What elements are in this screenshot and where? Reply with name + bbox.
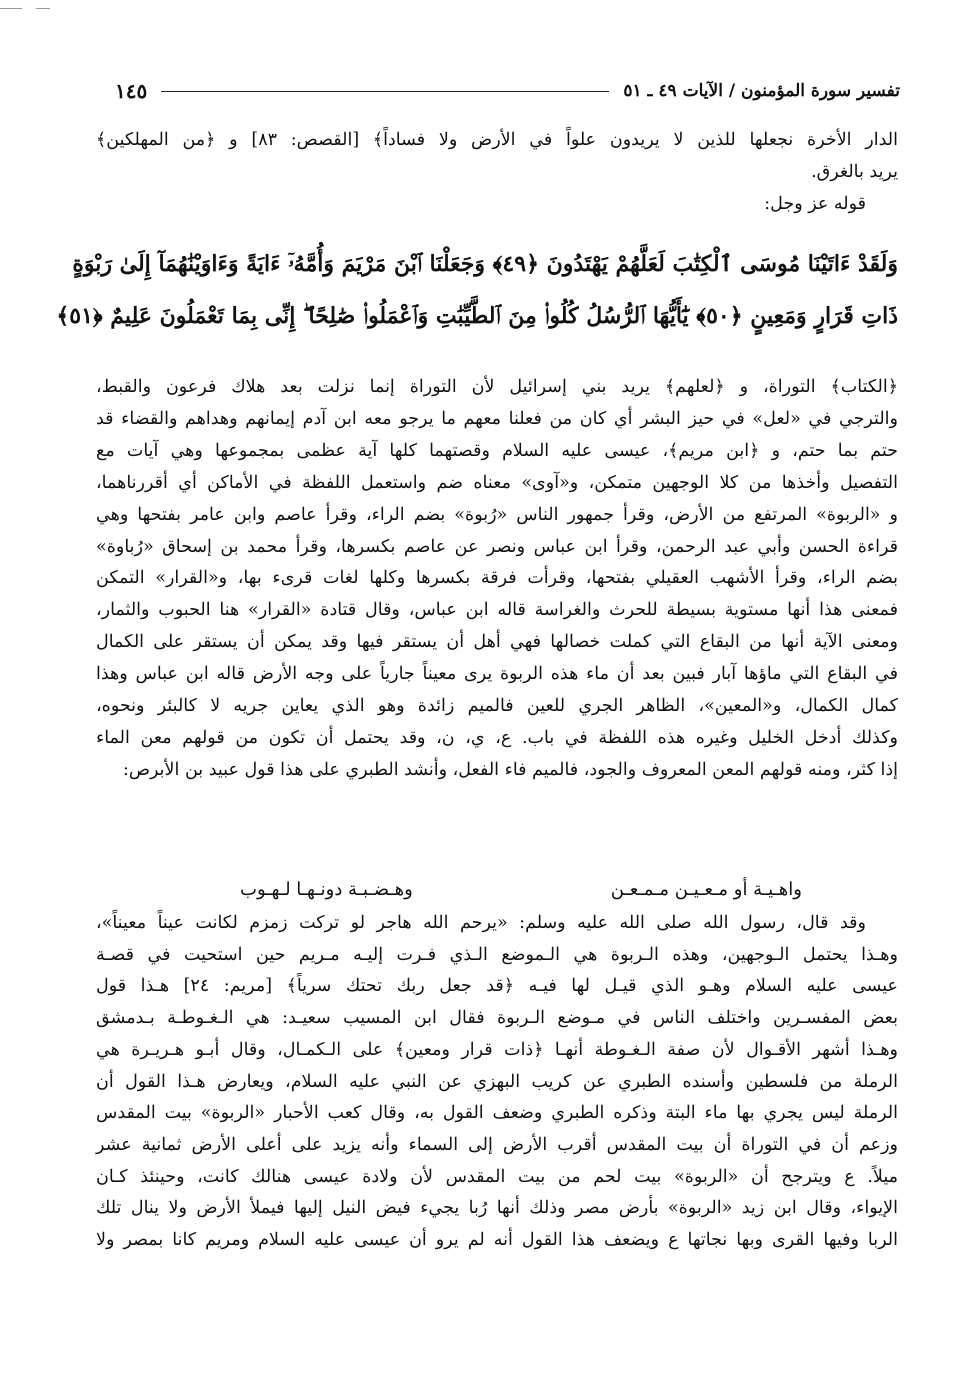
text-line: الإيواء، وقال ابن زيد «الربوة» بأرض مصر وذلك أنها رُبا يجيء فيض النيل إليها فيملأ الأرض ولا ينال تلك [96,1198,898,1219]
commentary [96,372,898,787]
verse-line: وَلَقَدْ ءَاتَيْنَا مُوسَى ٱلْكِتَٰبَ لَعَلَّهُمْ يَهْتَدُونَ ﴿٤٩﴾ وَجَعَلْنَا ٱبْنَ مَرْيَمَ وَأُمَّهُۥٓ ءَايَةً وَءَاوَيْنَٰهُمَآ إِلَىٰ رَبْوَةٍ [72,251,898,277]
quran-verse [56,238,898,342]
verse-intro: قوله عز وجل: [764,194,866,214]
text-line: وكذلك أدخل الخليل وغيره هذه اللفظة في باب. ع، ي، ن، وقد يحتمل أن تكون من قولهم معن الماء [96,727,898,748]
text-line: وزعم أن في التوراة أن بيت المقدس أقرب الأرض إلى السماء وأنه يزيد على أعلى الأرض ثمانية عشر [96,1134,898,1155]
page-header [115,78,900,104]
page-number: ١٤٥ [115,79,148,103]
text-line: ميلاً. ع ويترجح أن «الربوة» بيت لحم من بيت المقدس لأن ولادة عيسى هنالك كانت، وحينئذ كـان [96,1166,898,1187]
text-line: الدار الأخرة نجعلها للذين لا يريدون علواً في الأرض ولا فساداً﴾ [القصص: ٨٣] و ﴿من المهلكين﴾ [96,130,898,150]
text-line: عيسى عليه السلام وهـو الذي قيـل لها فيـه ﴿قد جعل ربك تحتك سرياً﴾ [مريم: ٢٤] هـذا قول [96,976,899,997]
poem-hemistich: واهـيـة أو مـعـيـن مـمـعـن [610,879,802,900]
text-line: بضم الراء، وقرأ الأشهب العقيلي بفتحها، وقرأت فرقة بكسرها وكلها لغات قرىء بها، و«القرار» التمكن [96,568,898,589]
text-line: قراءة الحسن وأبي عبد الرحمن، وقرأ ابن عباس ونصر عن عاصم بكسرها، وقرأ محمد بن إسحاق «رُباوة» [96,536,898,557]
text-line: بعض المفسـرين واختلف الناس في مـوضع الـربوة فقال ابن المسيب سعيـد: هي الـغـوطـة بـدمشق [96,1008,898,1029]
text-line: وهـذا يحتمل الـوجهين، وهذه الـربوة هي الـموضع الـذي فـرت إليـه مـريم حين استحيت في قصـة [96,944,898,965]
verse-line: ذَاتِ قَرَارٍ وَمَعِينٍ ﴿٥٠﴾ يَٰٓأَيُّهَا ٱلرُّسُلُ كُلُوا۟ مِنَ ٱلطَّيِّبَٰتِ وَٱعْمَلُوا۟ صَٰلِحًا ۖ إِنِّى بِمَا تَعْمَلُونَ عَلِيمٌ ﴿٥١﴾ [56,303,898,329]
text-line: في البقاع التي ماؤها آبار فبين بعد أن ماء هذه الربوة يرى معيناً جارياً على وجه الأرض قاله ابن عباس وهذا [96,664,898,685]
text-line: التفصيل وأخذها من كلا الوجهين متمكن، و«آوى» معناه ضم واستعمل اللفظة في الأماكن أي أقررناهما، [96,472,898,493]
text-line: فمعنى هذا أنها مستوية بسيطة للحرث والغراسة قاله ابن عباس، وقال قتادة «القرار» هنا الحبوب والثمار، [96,600,898,621]
text-line: و «الربوة» المرتفع من الأرض، وقرأ جمهور الناس «رُبوة» بضم الراء، وقرأ عاصم وابن عامر بفتحها وهي [96,504,898,525]
text-line: وهـذا أشهر الأقـوال لأن صفة الـغـوطة أنهـا ﴿ذات قرار ومعين﴾ على الـكمـال، وقال أبـو هـريـرة هي [96,1039,898,1060]
text-line: ﴿الكتاب﴾ التوراة، و ﴿لعلهم﴾ يريد بني إسرائيل لأن التوراة إنما نزلت بعد هلاك فرعون والقبط، [96,377,898,397]
text-line: حتم بما حتم، و ﴿ابن مريم﴾، عيسى عليه السلام وقصتهما كلها آية عظمى بمجموعها وهي آيات مع [96,440,898,461]
text-line: ومعنى الآية أنها من البقاع التي كملت خصالها فهي أهل أن يستقر فيها وقد يمكن أن يستقر على الكمال [96,632,898,653]
poem-verse [240,876,802,904]
intro-text [96,124,898,220]
text-line: كمال الكمال، و«المعين»، الظاهر الجري للعين فالميم زائدة وهو الذي يعاين جريه لا كالبئر ونحوه، [96,696,898,717]
scan-mark [36,8,50,9]
commentary-continued [96,908,898,1257]
running-title: تفسير سورة المؤمنون / الآيات ٤٩ ـ ٥١ [623,81,900,101]
text-line: يريد بالغرق. [811,162,898,182]
text-line: الربا وفيها القرى وبها نجاتها ع ويضعف هذا القول أنه لم يرو أن عيسى عليه السلام ومريم كانا بمصر ولا [96,1230,898,1251]
scan-mark [0,8,22,9]
text-line: الرملة من فلسطين وأسنده الطبري عن كريب البهزي عن النبي عليه السلام، ويعارض هـذا القول أن [96,1071,898,1092]
poem-hemistich: وهـضـبـة دونـهـا لـهـوب [240,879,413,900]
text-line: الرملة ليس يجري بها ماء البتة وذكره الطبري وضعف القول به، وقال كعب الأحبار «الربوة» بيت المقدس [96,1103,898,1124]
text-line: إذا كثر، ومنه قولهم المعن المعروف والجود، فالميم فاء الفعل، وأنشد الطبري على هذا قول عبيد بن الأبرص: [122,759,898,780]
text-line: وقد قال، رسول الله صلى الله عليه وسلم: «يرحم الله هاجر لو تركت زمزم لكانت عيناً معيناً»، [96,913,866,933]
header-rule [161,91,609,92]
text-line: والترجي في «لعل» في حيز البشر أي كان من فعلنا معهم ما يرجو معه ابن آدم إيمانهم وهداهم والقضاء قد [96,408,898,429]
